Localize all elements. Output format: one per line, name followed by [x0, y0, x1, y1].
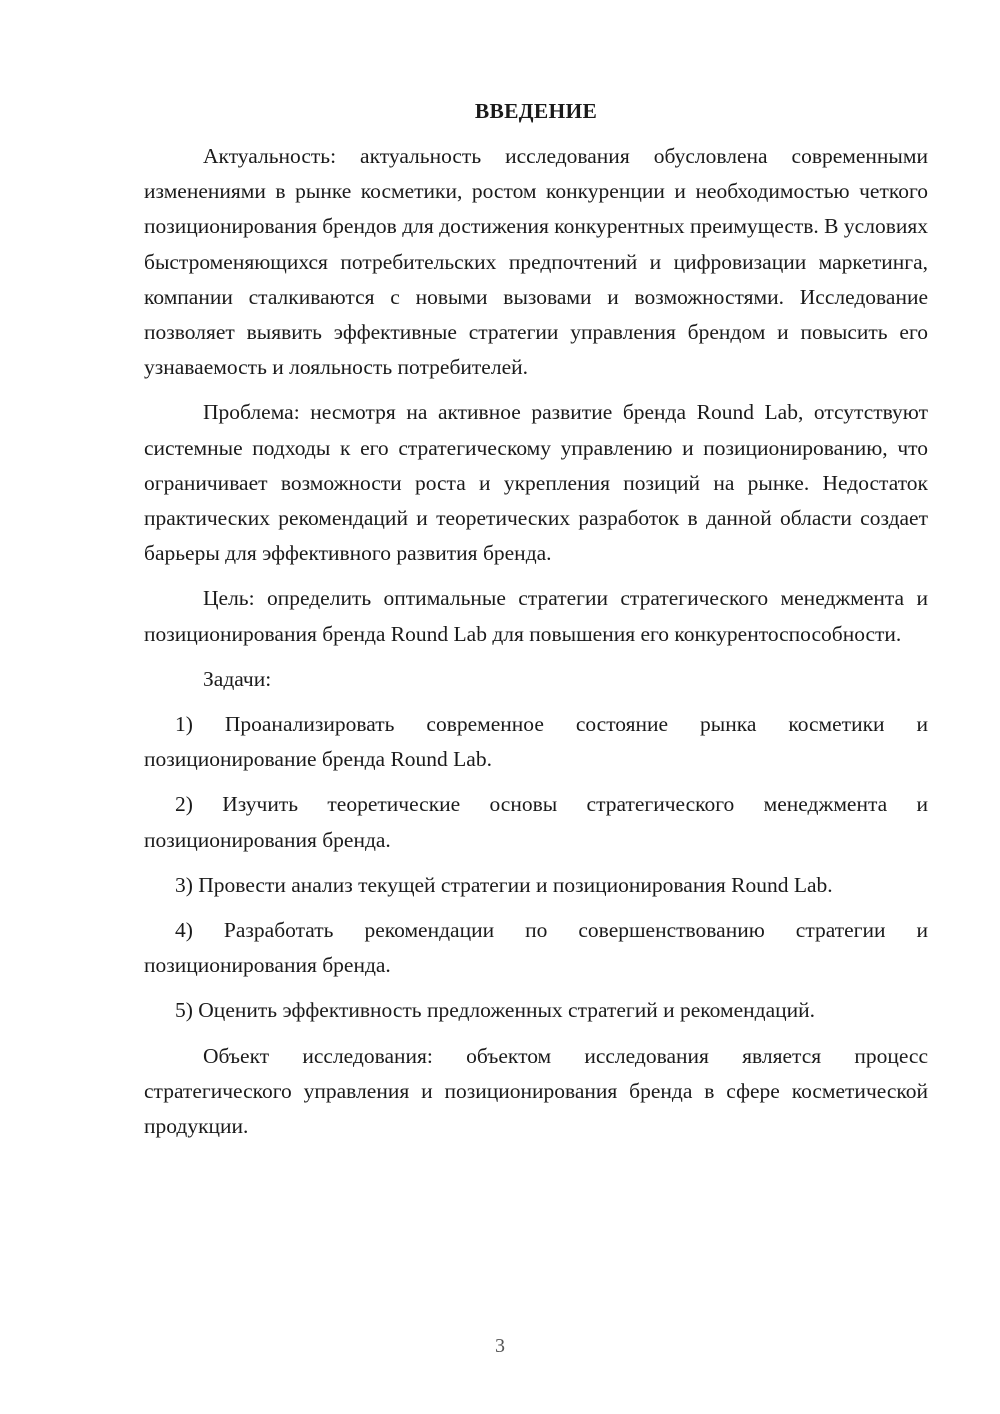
section-title: ВВЕДЕНИЕ [474, 99, 598, 123]
paragraph-relevance: Актуальность: актуальность исследования обусловлена современными изменениями в рынке косметики, ростом конкуренции и необходимостью четкого позиционирования брендов для достижения конкурентных преимуществ. В условиях быстроменяющихся потребительских предпочтений и цифровизации маркетинга, компании сталкиваются с новыми вызовами и возможностями. Исследование позволяет выявить эффективные стратегии управления брендом и повысить его узнаваемость и лояльность потребителей. [144, 144, 928, 380]
task-item: 1) Проанализировать современное состояние рынка косметики и позиционирование бренда Round Lab. [144, 712, 928, 772]
paragraph-object: Объект исследования: объектом исследования является процесс стратегического управления и позиционирования бренда в сфере косметической продукции. [144, 1043, 928, 1139]
task-item: 3) Провести анализ текущей стратегии и позиционирования Round Lab. [175, 872, 833, 897]
task-item: 5) Оценить эффективность предложенных стратегий и рекомендаций. [175, 998, 816, 1023]
document-page [144, 94, 928, 1144]
task-item: 4) Разработать рекомендации по совершенствованию стратегии и позиционирования бренда. [144, 918, 928, 978]
tasks-label: Задачи: [203, 666, 272, 691]
paragraph-goal: Цель: определить оптимальные стратегии стратегического менеджмента и позиционирования бренда Round Lab для повышения его конкурентоспособности. [144, 586, 928, 646]
paragraph-problem: Проблема: несмотря на активное развитие бренда Round Lab, отсутствуют системные подходы к его стратегическому управлению и позиционированию, что ограничивает возможности роста и укрепления позиций на рынке. Недостаток практических рекомендаций и теоретических разработок в данной области создает барьеры для эффективного развития бренда. [144, 400, 928, 566]
page-number: 3 [495, 1335, 505, 1357]
task-item: 2) Изучить теоретические основы стратегического менеджмента и позиционирования бренда. [144, 792, 928, 852]
